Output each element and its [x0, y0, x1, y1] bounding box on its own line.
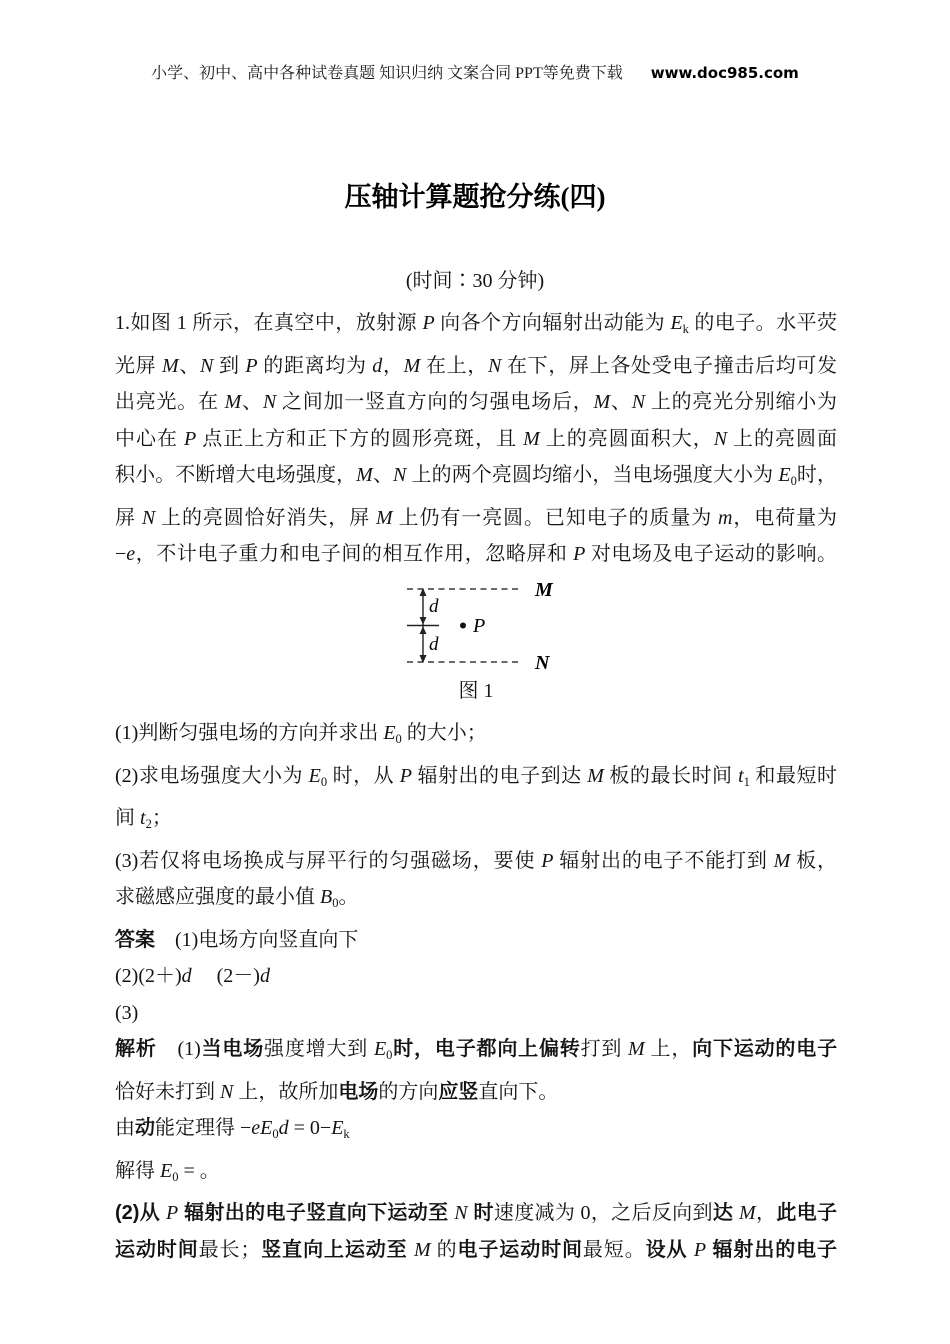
text-run: 上的亮圆恰好消失，屏	[155, 506, 376, 529]
page-title: 压轴计算题抢分练(四)	[344, 182, 606, 212]
math-variable: N	[393, 464, 407, 486]
text-run: ，不计电子重力和电子间的相互作用，忽略屏和	[135, 543, 574, 565]
text-run: 上的亮圆面	[727, 427, 838, 450]
math-variable: B	[320, 886, 333, 908]
label-d-lower: d	[429, 633, 439, 655]
math-variable: P	[183, 427, 197, 450]
math-variable: M	[739, 1202, 756, 1224]
math-variable: P	[422, 312, 435, 334]
problem-statement	[115, 305, 837, 573]
question-3-line-1	[115, 843, 837, 880]
math-variable: N	[631, 391, 646, 413]
math-variable: N	[262, 391, 277, 413]
math-subscript: 0	[320, 774, 328, 789]
arrowhead-down-mid	[420, 617, 427, 625]
answer-line-1	[115, 922, 837, 959]
text-run: 出亮光。在	[115, 391, 225, 413]
math-variable: d	[181, 965, 192, 987]
text-run: 上，	[644, 1038, 693, 1060]
text-run: 板的最长时间	[603, 764, 739, 787]
text-run: ，电荷量为	[732, 506, 838, 529]
question-1	[115, 715, 837, 758]
text-run: 解得	[115, 1159, 160, 1182]
problem-line-1	[115, 305, 837, 348]
math-variable: E	[308, 764, 321, 787]
math-variable: M	[162, 354, 179, 377]
math-variable: t	[738, 764, 744, 787]
math-variable: e	[251, 1117, 261, 1139]
text-run: (1)	[156, 1038, 201, 1060]
math-variable: E	[331, 1117, 344, 1139]
text-run: 在下，屏上各处受电子撞击后均可发	[501, 354, 838, 377]
math-subscript: 0	[332, 896, 339, 910]
text-run: (1)判断匀强电场的方向并求出	[115, 722, 384, 744]
question-2-line-2	[115, 800, 837, 843]
text-run: 的方向	[378, 1080, 439, 1103]
problem-line-5	[115, 457, 837, 500]
text-run: 中心在	[115, 427, 184, 450]
problem-line-6	[115, 500, 837, 537]
analysis-line-4	[115, 1232, 837, 1269]
text-run: (3)若仅将电场换成与屏平行的匀强磁场，要使	[115, 849, 542, 872]
text-run: 此电子	[776, 1202, 838, 1224]
text-run: =	[178, 1159, 200, 1182]
equation-line-2	[115, 1153, 837, 1196]
text-run: 向下运动的电子	[692, 1038, 838, 1060]
problem-line-3	[115, 384, 837, 421]
math-variable: P	[541, 849, 554, 872]
text-run: 间	[115, 807, 140, 829]
text-run: 直向下。	[478, 1080, 559, 1103]
text-run: (2)从	[115, 1202, 166, 1224]
text-run: 的电子。水平荧	[688, 312, 838, 334]
text-run	[155, 929, 175, 951]
text-run: ，	[755, 1202, 777, 1224]
math-variable: t	[140, 807, 146, 829]
text-run: 当电场	[200, 1038, 265, 1060]
text-run: = 0−	[288, 1117, 332, 1139]
text-run: −	[115, 543, 127, 565]
text-run: 积小。不断增大电场强度，	[115, 464, 357, 486]
figure-1-drawing	[115, 581, 837, 673]
text-run: 辐射出的电子不能打到	[553, 849, 774, 872]
site-url-link[interactable]: www.doc985.com	[650, 64, 799, 82]
text-run: 光屏	[115, 354, 163, 377]
text-run: 到	[213, 354, 246, 377]
text-run: 求磁感应强度的最小值	[115, 886, 320, 908]
math-variable: N	[220, 1080, 234, 1103]
text-run: (1)电场方向竖直向下	[175, 928, 359, 951]
equation-line-1	[115, 1110, 837, 1153]
text-run: 解析	[115, 1038, 157, 1060]
text-run: 电子都向上偏转	[434, 1038, 581, 1060]
text-run: 能定理得 −	[155, 1117, 252, 1139]
math-variable: d	[372, 354, 383, 377]
text-run: 时	[467, 1202, 494, 1224]
text-run: 。	[199, 1159, 220, 1182]
text-run: (2)(2＋)	[115, 965, 182, 987]
answer-line-2	[115, 958, 837, 995]
math-variable: M	[628, 1038, 645, 1060]
question-2-line-1	[115, 758, 837, 801]
text-run: 、	[178, 354, 201, 377]
text-run: 上，故所加	[233, 1080, 339, 1103]
problem-line-7	[115, 536, 837, 573]
text-run: ，	[382, 354, 404, 377]
math-variable: E	[160, 1159, 173, 1182]
text-run: 、	[241, 391, 263, 413]
text-run: 打到	[580, 1038, 629, 1060]
label-p: P	[473, 614, 486, 637]
math-variable: P	[245, 354, 258, 377]
math-variable: P	[693, 1238, 707, 1261]
label-m: M	[535, 580, 553, 601]
math-variable: M	[403, 354, 421, 377]
text-run: 辐射出的电子	[706, 1238, 838, 1261]
math-variable: M	[356, 464, 373, 486]
text-run: 答案	[115, 928, 155, 951]
math-variable: N	[141, 506, 156, 529]
text-run: ；	[151, 807, 172, 829]
math-variable: P	[399, 764, 412, 787]
text-run: 辐射出的	[178, 1202, 266, 1224]
text-run: 时，从	[327, 764, 400, 787]
text-run: 设从	[645, 1238, 694, 1261]
text-run: 的大小；	[401, 722, 487, 744]
math-variable: P	[166, 1202, 179, 1224]
text-run: 最长；	[198, 1238, 261, 1261]
math-variable: M	[414, 1238, 431, 1261]
math-subscript: 0	[272, 1127, 279, 1141]
time-limit-note: (时间∶30 分钟)	[405, 270, 545, 292]
text-run: 的距离均为	[257, 354, 373, 377]
text-run: 上仍有一亮圆。已知电子的质量为	[392, 506, 719, 529]
math-subscript: 0	[395, 732, 402, 746]
math-variable: N	[200, 354, 214, 377]
text-run: 最短。	[582, 1238, 646, 1261]
math-subscript: k	[682, 322, 689, 336]
text-run: 和最短时	[749, 764, 838, 787]
math-variable: M	[773, 849, 791, 872]
math-subscript: 2	[145, 817, 152, 831]
text-run: (3)	[115, 1001, 139, 1024]
math-variable: P	[573, 543, 586, 565]
problem-line-4	[115, 421, 837, 458]
text-run: 动	[135, 1117, 155, 1139]
math-variable: d	[259, 965, 270, 987]
text-run: 上的亮光分别缩小为	[645, 391, 838, 413]
math-variable: m	[718, 506, 733, 529]
text-run: 运动至	[344, 1238, 415, 1261]
text-run: 点正上方和正下方的圆形亮斑，且	[196, 427, 524, 450]
math-variable: e	[126, 543, 136, 565]
text-run	[192, 965, 217, 987]
math-variable: E	[670, 312, 683, 334]
math-variable: M	[593, 391, 611, 413]
math-variable: M	[587, 764, 604, 787]
text-run: 、	[610, 391, 632, 413]
label-n: N	[535, 651, 550, 673]
math-variable: E	[373, 1038, 387, 1060]
analysis-line-2	[115, 1074, 837, 1111]
math-subscript: 0	[386, 1048, 393, 1062]
analysis-line-1	[115, 1031, 837, 1074]
math-variable: E	[383, 722, 396, 744]
text-run: 速度减为 0，之后反向到	[493, 1202, 713, 1224]
math-variable: M	[523, 427, 540, 450]
text-run: 强度增大到	[264, 1038, 374, 1060]
text-run: 竖直向上	[260, 1238, 345, 1261]
math-variable: E	[778, 464, 791, 486]
site-header	[0, 0, 950, 83]
text-run: 时，	[392, 1038, 435, 1060]
problem-figure	[115, 581, 837, 673]
text-run: 上的两个亮圆均缩小，当电场强度大小为	[406, 464, 779, 486]
text-run: 板，	[790, 849, 838, 872]
text-run: 电子竖直向下运动至	[265, 1202, 455, 1224]
source-point-dot	[460, 622, 466, 628]
arrowhead-up-mid	[420, 626, 427, 634]
text-run: 恰好未打到	[115, 1080, 220, 1103]
answer-line-3	[115, 995, 837, 1032]
text-run: 。	[338, 886, 359, 908]
math-subscript: k	[343, 1127, 350, 1141]
problem-line-2	[115, 348, 837, 385]
text-run: 在上，	[420, 354, 488, 377]
text-run: 对电场及电子运动的影响。	[585, 543, 838, 565]
math-variable: E	[260, 1117, 273, 1139]
math-variable: N	[488, 354, 502, 377]
figure-caption: 图 1	[458, 679, 494, 702]
math-variable: N	[454, 1202, 468, 1224]
math-variable: M	[224, 391, 242, 413]
math-variable: d	[278, 1117, 289, 1139]
text-run: 电子运动时间	[457, 1238, 583, 1261]
math-variable: N	[713, 427, 728, 450]
text-run: 由	[115, 1117, 135, 1139]
text-run: 辐射出的电子到达	[411, 764, 588, 787]
text-run: 的	[430, 1238, 458, 1261]
math-subscript: 1	[743, 774, 750, 789]
math-subscript: 0	[790, 474, 797, 488]
label-d-upper: d	[429, 595, 439, 617]
text-run: 、	[372, 464, 394, 486]
text-run: 屏	[115, 506, 142, 529]
text-run: 时，	[796, 464, 838, 486]
text-run: 1.如图 1 所示，在真空中，放射源	[115, 312, 423, 334]
math-variable: M	[376, 506, 393, 529]
text-run: 应竖	[438, 1080, 479, 1103]
text-run: 电场	[338, 1080, 379, 1103]
text-run: 上的亮圆面积大，	[539, 427, 714, 450]
header-tagline: 小学、初中、高中各种试卷真题 知识归纳 文案合同 PPT等免费下载	[151, 65, 623, 82]
text-run: 之间加一竖直方向的匀强电场后，	[276, 391, 594, 413]
analysis-line-3	[115, 1195, 837, 1232]
text-run: 达	[712, 1202, 740, 1224]
math-subscript: 0	[172, 1169, 179, 1184]
text-run: 运动时间	[115, 1238, 199, 1261]
question-3-line-2	[115, 879, 837, 922]
text-run: (2)求电场强度大小为	[115, 764, 309, 787]
text-run: 向各个方向辐射出动能为	[434, 312, 671, 334]
text-run: (2－)	[216, 965, 260, 987]
questions-and-solution	[115, 715, 837, 1268]
